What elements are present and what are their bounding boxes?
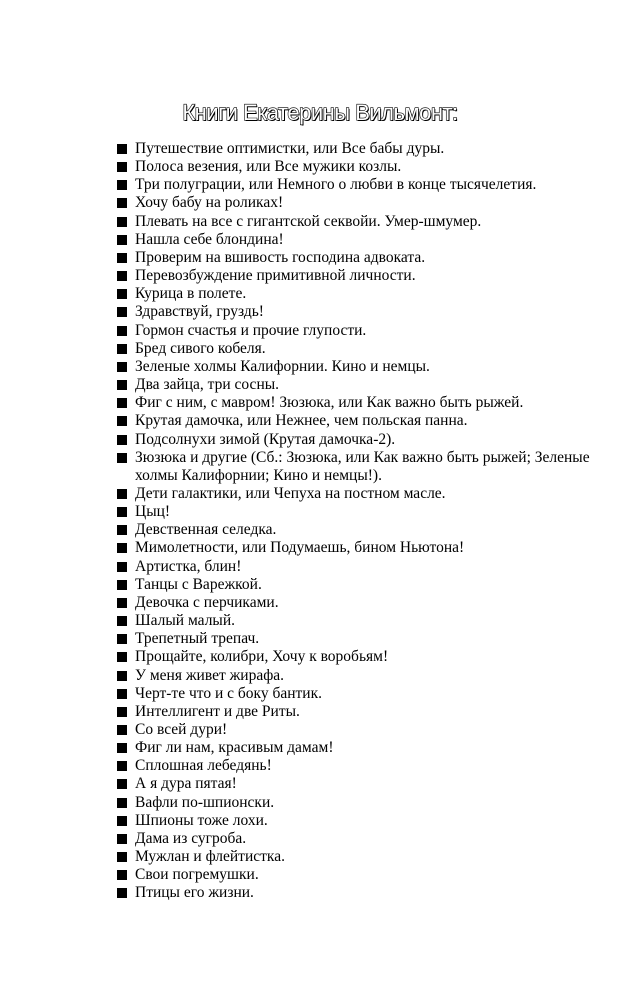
square-bullet-icon: [117, 816, 127, 826]
book-list: [0, 140, 640, 903]
book-title: Дети галактики, или Чепуха на постном масле.: [135, 484, 446, 502]
book-title: Черт-те что и с боку бантик.: [135, 684, 322, 702]
book-title: Крутая дамочка, или Нежнее, чем польская панна.: [135, 412, 468, 430]
list-item: [0, 431, 640, 449]
list-item: [0, 612, 640, 630]
square-bullet-icon: [117, 271, 127, 281]
book-title: А я дура пятая!: [135, 775, 237, 793]
book-title: Девочка с перчиками.: [135, 593, 279, 611]
book-title: Бред сивого кобеля.: [135, 339, 266, 357]
square-bullet-icon: [117, 798, 127, 808]
square-bullet-icon: [117, 761, 127, 771]
book-title: Свои погремушки.: [135, 866, 259, 884]
square-bullet-icon: [117, 525, 127, 535]
square-bullet-icon: [117, 416, 127, 426]
list-item: [0, 194, 640, 212]
square-bullet-icon: [117, 870, 127, 880]
list-item: [0, 285, 640, 303]
square-bullet-icon: [117, 144, 127, 154]
book-title: Трепетный трепач.: [135, 630, 260, 648]
square-bullet-icon: [117, 652, 127, 662]
square-bullet-icon: [117, 852, 127, 862]
list-item: [0, 558, 640, 576]
list-item: [0, 576, 640, 594]
list-item: [0, 594, 640, 612]
list-item: [0, 340, 640, 358]
book-title: Зюзюка и другие (Сб.: Зюзюка, или Как важно быть рыжей; Зеленые холмы Калифорнии; Кино и немцы!).: [135, 448, 590, 484]
square-bullet-icon: [117, 326, 127, 336]
square-bullet-icon: [117, 180, 127, 190]
list-item: [0, 267, 640, 285]
list-item: [0, 140, 640, 158]
list-item: [0, 231, 640, 249]
list-item: [0, 449, 640, 485]
square-bullet-icon: [117, 344, 127, 354]
list-item: [0, 775, 640, 793]
square-bullet-icon: [117, 507, 127, 517]
square-bullet-icon: [117, 634, 127, 644]
list-item: [0, 412, 640, 430]
book-title: Два зайца, три сосны.: [135, 376, 280, 394]
list-item: [0, 721, 640, 739]
list-item: [0, 757, 640, 775]
book-title: Прощайте, колибри, Хочу к воробьям!: [135, 648, 389, 666]
list-item: [0, 794, 640, 812]
square-bullet-icon: [117, 707, 127, 717]
list-item: [0, 630, 640, 648]
book-title: Нашла себе блондина!: [135, 230, 284, 248]
square-bullet-icon: [117, 362, 127, 372]
book-title: Шалый малый.: [135, 612, 236, 630]
book-title: Гормон счастья и прочие глупости.: [135, 321, 367, 339]
book-title: Фиг с ним, с мавром! Зюзюка, или Как важно быть рыжей.: [135, 394, 524, 412]
list-item: [0, 539, 640, 557]
list-item: [0, 249, 640, 267]
list-item: [0, 303, 640, 321]
book-title: Девственная селедка.: [135, 521, 277, 539]
book-title: Со всей дури!: [135, 721, 228, 738]
list-item: [0, 703, 640, 721]
list-item: [0, 648, 640, 666]
square-bullet-icon: [117, 398, 127, 408]
book-title: Три полуграции, или Немного о любви в конце тысячелетия.: [135, 176, 537, 194]
square-bullet-icon: [117, 198, 127, 208]
book-title: Интеллигент и две Риты.: [135, 702, 300, 720]
book-title: Хочу бабу на роликах!: [135, 194, 284, 212]
book-title: Цыц!: [135, 503, 171, 521]
book-title: Птицы его жизни.: [135, 884, 254, 902]
square-bullet-icon: [117, 489, 127, 499]
list-item: [0, 685, 640, 703]
book-title: Полоса везения, или Все мужики козлы.: [135, 158, 402, 176]
square-bullet-icon: [117, 562, 127, 572]
book-title: Путешествие оптимистки, или Все бабы дуры.: [135, 140, 445, 157]
book-title: У меня живет жирафа.: [135, 666, 285, 684]
square-bullet-icon: [117, 743, 127, 753]
book-title: Мимолетности, или Подумаешь, бином Ньютона!: [135, 539, 465, 557]
list-item: [0, 213, 640, 231]
square-bullet-icon: [117, 689, 127, 699]
square-bullet-icon: [117, 380, 127, 390]
book-title: Сплошная лебедянь!: [135, 757, 272, 775]
list-item: [0, 503, 640, 521]
square-bullet-icon: [117, 671, 127, 681]
book-title: Артистка, блин!: [135, 557, 242, 575]
book-title: Танцы с Варежкой.: [135, 575, 262, 593]
list-item: [0, 158, 640, 176]
book-title: Проверим на вшивость господина адвоката.: [135, 248, 426, 266]
square-bullet-icon: [117, 616, 127, 626]
list-item: [0, 830, 640, 848]
square-bullet-icon: [117, 543, 127, 553]
book-title: Плевать на все с гигантской секвойи. Умер-шмумер.: [135, 212, 482, 230]
book-title: Шпионы тоже лохи.: [135, 811, 268, 829]
list-item: [0, 485, 640, 503]
square-bullet-icon: [117, 725, 127, 735]
square-bullet-icon: [117, 598, 127, 608]
book-title: Здравствуй, груздь!: [135, 303, 264, 321]
square-bullet-icon: [117, 289, 127, 299]
book-title: Вафли по-шпионски.: [135, 793, 275, 811]
square-bullet-icon: [117, 235, 127, 245]
list-item: [0, 884, 640, 902]
page-title: Книги Екатерины Вильмонт:: [182, 100, 458, 125]
book-title: Курица в полете.: [135, 285, 247, 303]
list-item: [0, 667, 640, 685]
book-title: Перевозбуждение примитивной личности.: [135, 267, 416, 285]
square-bullet-icon: [117, 453, 127, 463]
book-title: Фиг ли нам, красивым дамам!: [135, 739, 334, 757]
book-title: Подсолнухи зимой (Крутая дамочка-2).: [135, 430, 396, 448]
list-item: [0, 866, 640, 884]
square-bullet-icon: [117, 253, 127, 263]
list-item: [0, 376, 640, 394]
square-bullet-icon: [117, 307, 127, 317]
square-bullet-icon: [117, 162, 127, 172]
square-bullet-icon: [117, 217, 127, 227]
square-bullet-icon: [117, 888, 127, 898]
list-item: [0, 176, 640, 194]
list-item: [0, 521, 640, 539]
list-item: [0, 358, 640, 376]
square-bullet-icon: [117, 435, 127, 445]
book-title: Мужлан и флейтистка.: [135, 848, 285, 866]
square-bullet-icon: [117, 834, 127, 844]
square-bullet-icon: [117, 779, 127, 789]
square-bullet-icon: [117, 580, 127, 590]
list-item: [0, 394, 640, 412]
book-title: Зеленые холмы Калифорнии. Кино и немцы.: [135, 357, 430, 375]
list-item: [0, 322, 640, 340]
list-item: [0, 848, 640, 866]
list-item: [0, 739, 640, 757]
book-title: Дама из сугроба.: [135, 829, 247, 847]
list-item: [0, 812, 640, 830]
